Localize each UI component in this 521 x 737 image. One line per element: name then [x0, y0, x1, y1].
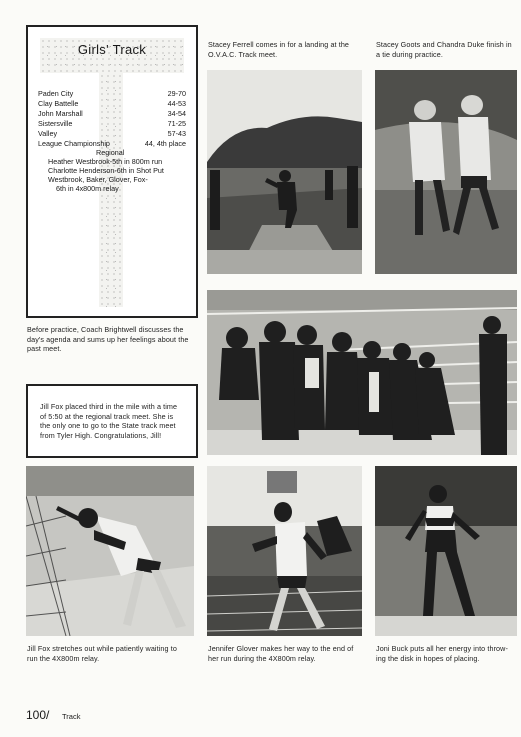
scoreboard-title: Girls' Track — [77, 42, 147, 57]
score-opponent: Paden City — [38, 89, 74, 98]
score-opponent: John Marshall — [38, 109, 83, 118]
caption-fox: Jill Fox stretches out while patiently waiting to run the 4X800m relay. — [27, 644, 177, 663]
regional-result: Heather Westbrook-5th in 800m run — [48, 157, 163, 166]
score-opponent: League Championship — [38, 139, 110, 148]
jill-fox-box — [26, 384, 198, 458]
caption-ferrell: Stacey Ferrell comes in for a landing at the O.V.A.C. Track meet. — [208, 40, 350, 59]
caption-goots: Stacey Goots and Chandra Duke finish in a tie during practice. — [376, 40, 512, 59]
photo-long-jump — [207, 70, 362, 274]
regional-label: Regional — [96, 148, 125, 157]
score-opponent: Sistersville — [38, 119, 73, 128]
photo-buck-discus — [375, 466, 517, 636]
caption-brightwell: Before practice, Coach Brightwell discusses the day's agenda and sums up her feelings about the past meet. — [27, 325, 189, 354]
photo-team-bleachers — [207, 290, 517, 455]
section-name: Track — [62, 712, 81, 721]
jill-fox-text: Jill Fox placed third in the mile with a time of 5:50 at the regional track meet. She is the only one to go to the State track meet from Tyler High. Congratulations, Jill! — [40, 402, 178, 440]
regional-result: Charlotte Henderson-6th in Shot Put — [48, 166, 164, 175]
score-value: 71-25 — [167, 119, 186, 128]
score-opponent: Valley — [38, 129, 58, 138]
score-value: 34-54 — [167, 109, 186, 118]
score-value: 44, 4th place — [144, 139, 186, 148]
score-value: 44-53 — [167, 99, 186, 108]
photo-fox-stretch — [26, 466, 194, 636]
score-opponent: Clay Battelle — [38, 99, 79, 108]
regional-result: 6th in 4x800m relay — [56, 184, 119, 193]
score-value: 57-43 — [167, 129, 186, 138]
caption-buck: Joni Buck puts all her energy into throw- ing the disk in hopes of placing. — [376, 644, 508, 663]
score-value: 29-70 — [167, 89, 186, 98]
photo-running-tie — [375, 70, 517, 274]
page-number: 100/ — [26, 708, 50, 722]
scoreboard-box — [26, 25, 198, 318]
caption-glover: Jennifer Glover makes her way to the end of her run during the 4X800m relay. — [208, 644, 354, 663]
regional-result: Westbrook, Baker, Glover, Fox- — [48, 175, 148, 184]
photo-glover-run — [207, 466, 362, 636]
